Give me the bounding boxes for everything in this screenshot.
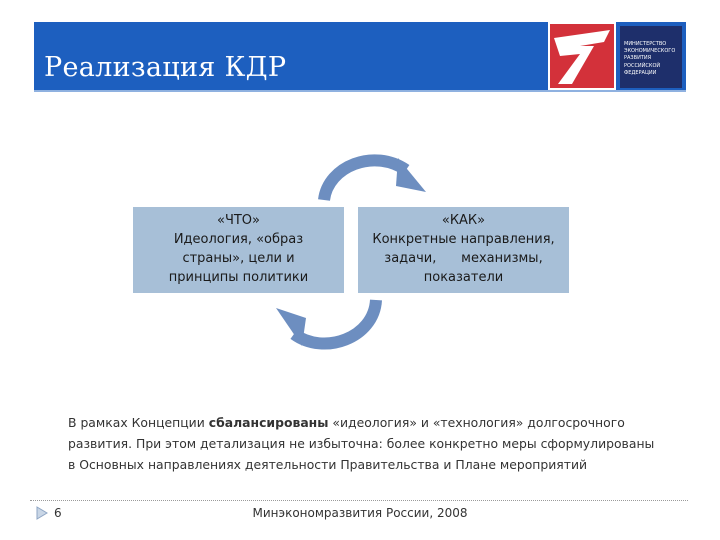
body-line: развития. При этом детализация не избыточна: более конкретно меры сформулированы xyxy=(68,436,655,451)
page-number: 6 xyxy=(54,506,62,520)
how-box-line: Конкретные направления, xyxy=(372,232,555,247)
slide-header xyxy=(34,22,686,92)
body-paragraph xyxy=(68,412,678,475)
body-line: в Основных направлениях деятельности Правительства и Плане мероприятий xyxy=(68,457,588,472)
footer-divider xyxy=(30,500,688,501)
what-box xyxy=(133,207,344,293)
cycle-arrow-top-icon xyxy=(314,148,434,208)
ministry-logo-text: МИНИСТЕРСТВО ЭКОНОМИЧЕСКОГО РАЗВИТИЯ РОССИЙСКОЙ ФЕДЕРАЦИИ xyxy=(620,26,682,88)
body-line: В рамках Концепции сбалансированы «идеология» и «технология» долгосрочного xyxy=(68,415,625,430)
what-box-heading: «ЧТО» xyxy=(217,213,260,228)
how-box-line: задачи, механизмы, xyxy=(384,251,543,266)
arrow-logo-icon xyxy=(550,24,614,88)
ministry-logo-mark xyxy=(548,22,616,90)
footer-source: Минэкономразвития России, 2008 xyxy=(252,506,468,520)
how-box-line: показатели xyxy=(423,270,504,285)
what-box-line: страны», цели и xyxy=(182,251,295,266)
how-box-heading: «КАК» xyxy=(441,213,486,228)
slide-title: Реализация КДР xyxy=(44,52,287,83)
how-box xyxy=(358,207,569,293)
cycle-arrow-bottom-icon xyxy=(266,294,386,356)
emphasis-text: сбалансированы xyxy=(208,415,329,430)
what-box-line: принципы политики xyxy=(168,270,309,285)
what-box-line: Идеология, «образ xyxy=(173,232,304,247)
